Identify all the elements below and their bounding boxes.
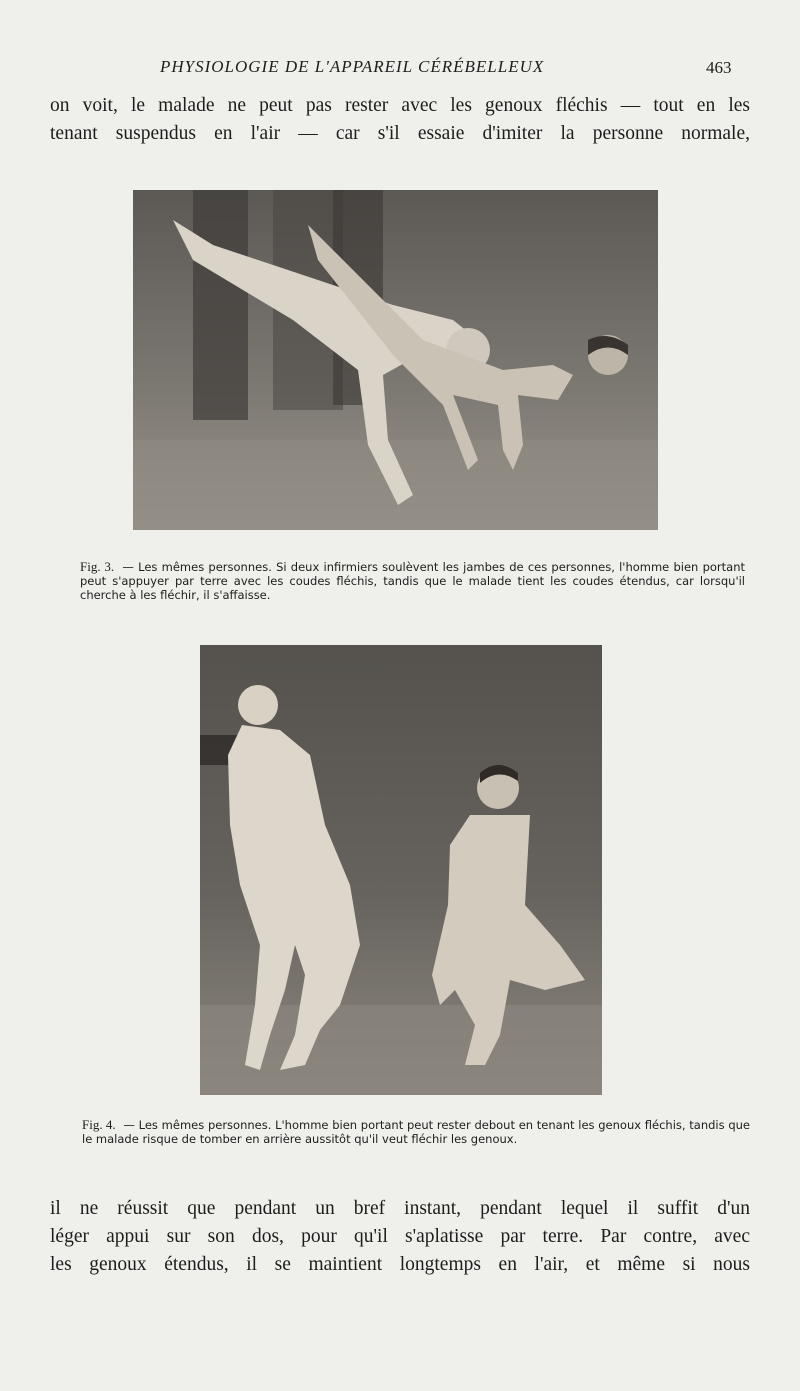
figure-4-photo <box>200 645 602 1095</box>
running-title: PHYSIOLOGIE DE L'APPAREIL CÉRÉBELLEUX <box>160 57 545 76</box>
top-paragraph <box>50 92 750 148</box>
figure-3-label: Fig. 3. <box>80 559 115 574</box>
page-number: 463 <box>706 58 732 77</box>
figure-3-caption <box>80 560 745 602</box>
figure-4-label: Fig. 4. <box>82 1117 116 1132</box>
text-line: léger appui sur son dos, pour qu'il s'aplatisse par terre. Par contre, avec <box>50 1226 750 1247</box>
figure-4-caption <box>82 1118 750 1146</box>
text-line: les genoux étendus, il se maintient longtemps en l'air, et même si nous <box>50 1254 750 1275</box>
text-line: tenant suspendus en l'air — car s'il essaie d'imiter la personne normale, <box>50 123 750 144</box>
bottom-paragraph <box>50 1195 750 1279</box>
text-line: il ne réussit que pendant un bref instant, pendant lequel il suffit d'un <box>50 1198 750 1219</box>
text-line: on voit, le malade ne peut pas rester avec les genoux fléchis — tout en les <box>50 95 750 116</box>
figure-4-caption-text: — Les mêmes personnes. L'homme bien portant peut rester debout en tenant les genoux fléchis, tandis que le malade risque de tomber en arrière aussitôt qu'il veut fléchir les genoux. <box>82 1118 751 1146</box>
figure-3-photo <box>133 190 658 530</box>
figure-3-caption-text: — Les mêmes personnes. Si deux infirmiers soulèvent les jambes de ces personnes, l'homme bien portant peut s'appuyer par terre avec les coudes fléchis, tandis que le malade tient les coudes étendus, car lorsqu'il cherche à les fléchir, il s'affaisse. <box>80 560 745 602</box>
